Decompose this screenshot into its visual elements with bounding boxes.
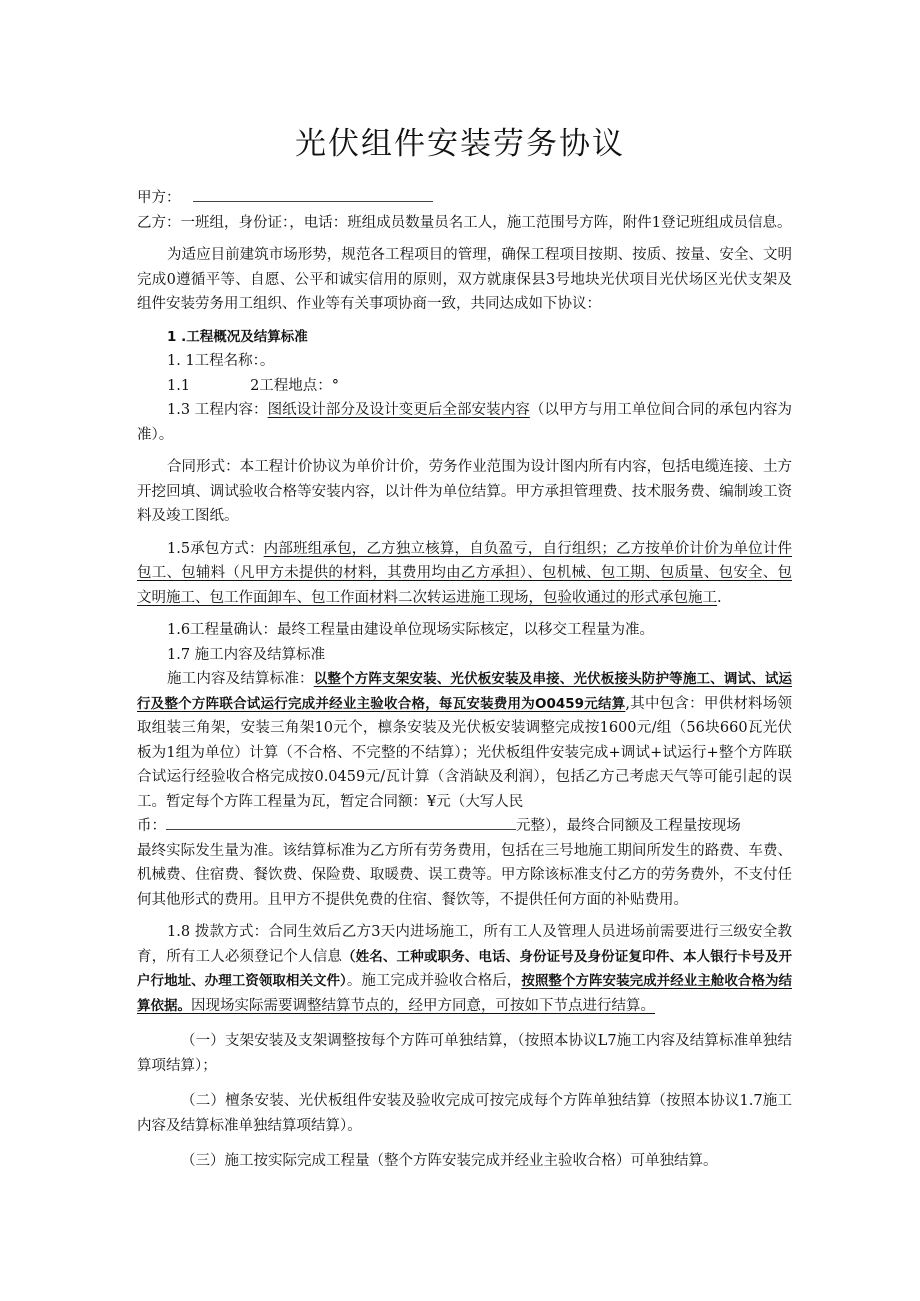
item-1-7: 1.7 施工内容及结算标准: [167, 646, 326, 663]
item-1-8-underlined: 因现场实际需要调整结算节点的，经甲方同意，可按如下节点进行结算。: [191, 997, 655, 1014]
settlement-line2-suffix: 元整），最终合同额及工程量按现场: [516, 818, 741, 834]
item-1-5-prefix: 1.5承包方式：: [167, 540, 264, 557]
settlement-line2-prefix: 币：: [137, 818, 166, 834]
amount-words-blank: [166, 815, 516, 830]
settlement-amount-line: [137, 814, 792, 839]
node-item-3: （三）施工按实际完成工程量（整个方阵安装完成并经业主验收合格）可单独结算。: [181, 1153, 718, 1169]
item-1-8-bold-underlined: 按照整个方阵安装完成并经业主舱收合格为结算依据。: [137, 973, 793, 1014]
intro-paragraph: 为适应目前建筑市场形势，规范各工程项目的管理，确保工程项目按期、按质、按量、安全、文明完成0遵循平等、自愿、公平和诚实信用的原则，双方就康保县3号地块光伏项目光伏场区光伏支架及组件安装劳务用工组织、作业等有关事项协商一致，共同达成如下协议：: [137, 247, 792, 312]
party-a-line: [137, 186, 792, 211]
item-1-5-suffix: .: [717, 589, 722, 606]
item-1-8-part2: 。施工完成并验收合格后，: [346, 973, 522, 989]
settlement-text: ,其中包含：甲供材料场领取组装三角架，安装三角架10元个，檩条安装及光伏板安装调整完成按1600元/组（56块660瓦光伏板为1组为单位）计算（不合格、不完整的不结算）；光伏板组件安装完成+调试+试运行+整个方阵联合试运行经验收合格完成按0.0459元/瓦计算（含消缺及利润），包括乙方己考虑天气等可能引起的误工。暂定每个方阵工程量为瓦，暂定合同额：¥元（大写人民: [137, 695, 792, 810]
item-1-5: [137, 537, 792, 611]
item-1-8-bold-paren: （姓名、工种或职务、电话、身份证号及身份证复印件、本人银行卡号及开户行地址、办理工资领取相关文件）: [137, 948, 793, 989]
party-b-paragraph: 乙方：一班组，身份证：，电话：班组成员数量员名工人，施工范围号方阵，附件1登记班组成员信息。: [137, 214, 792, 231]
section-1-title: 1 .工程概况及结算标准: [167, 328, 308, 345]
party-a-blank: [193, 187, 433, 202]
item-1-3-suffix: （以甲方与用工单位间合同的承包内容为准）。: [137, 402, 793, 443]
settlement-prefix: 施工内容及结算标准：: [167, 671, 314, 687]
document-title: 光伏组件安装劳务协议: [295, 126, 625, 162]
item-1-2-text: 2工程地点：°: [250, 377, 340, 394]
section-1-heading: [137, 325, 792, 350]
node-item-1: （一）支架安装及支架调整按每个方阵可单独结算，（按照本协议L7施工内容及结算标准单独结算项结算）；: [137, 1033, 792, 1074]
document-body: [137, 186, 792, 1174]
item-1-1: 1. 1工程名称：。: [167, 353, 275, 369]
item-1-8-part1: 1.8 拨款方式：合同生效后乙方3天内进场施工，所有工人及管理人员进场前需要进行三级安全教育，所有工人必须登记个人信息: [137, 924, 792, 965]
contract-form-paragraph: 合同形式：本工程计价协议为单价计价，劳务作业范围为设计图内所有内容，包括电缆连接、土方开挖回填、调试验收合格等安装内容，以计件为单位结算。甲方承担管理费、技术服务费、编制竣工资料及竣工图纸。: [137, 459, 792, 524]
item-1-2-number: 1.1: [167, 377, 191, 394]
item-1-3: [137, 398, 792, 447]
item-1-6: 1.6工程量确认：最终工程量由建设单位现场实际核定，以移交工程量为准。: [167, 622, 655, 638]
settlement-bold-underlined: 以整个方阵支架安装、光伏板安装及串接、光伏板接头防护等施工、调试、试运行及整个方阵联合试运行完成并经业主验收合格，每瓦安装费用为O0459元结算: [137, 671, 793, 712]
item-1-3-underlined: 图纸设计部分及设计变更后全部安装内容: [267, 402, 530, 418]
settlement-paragraph: [137, 667, 792, 814]
item-1-3-prefix: 1.3 工程内容：: [167, 402, 268, 418]
settlement-rest: 最终实际发生量为准。该结算标准为乙方所有劳务费用，包括在三号地施工期间所发生的路费、车费、机械费、住宿费、餐饮费、保险费、取暖费、误工费等。甲方除该标准支付乙方的劳务费外，不支付任何其他形式的费用。且甲方不提供免费的住宿、餐饮等，不提供任何方面的补贴费用。: [137, 842, 792, 908]
node-item-2: （二）檀条安装、光伏板组件安装及验收完成可按完成每个方阵单独结算（按照本协议1.7施工内容及结算标准单独结算项结算）。: [137, 1093, 792, 1134]
party-a-label: 甲方：: [137, 190, 181, 206]
item-1-5-underlined: 内部班组承包，乙方独立核算，自负盈亏，自行组织；乙方按单价计价为单位计件包工、包辅料（凡甲方未提供的材料，其费用均由乙方承担）、包机械、包工期、包质量、包安全、包文明施工、包工作面卸车、包工作面材料二次转运进施工现场，包验收通过的形式承包施工: [137, 540, 793, 606]
item-1-8: [137, 920, 792, 1018]
item-1-2: [137, 374, 792, 399]
